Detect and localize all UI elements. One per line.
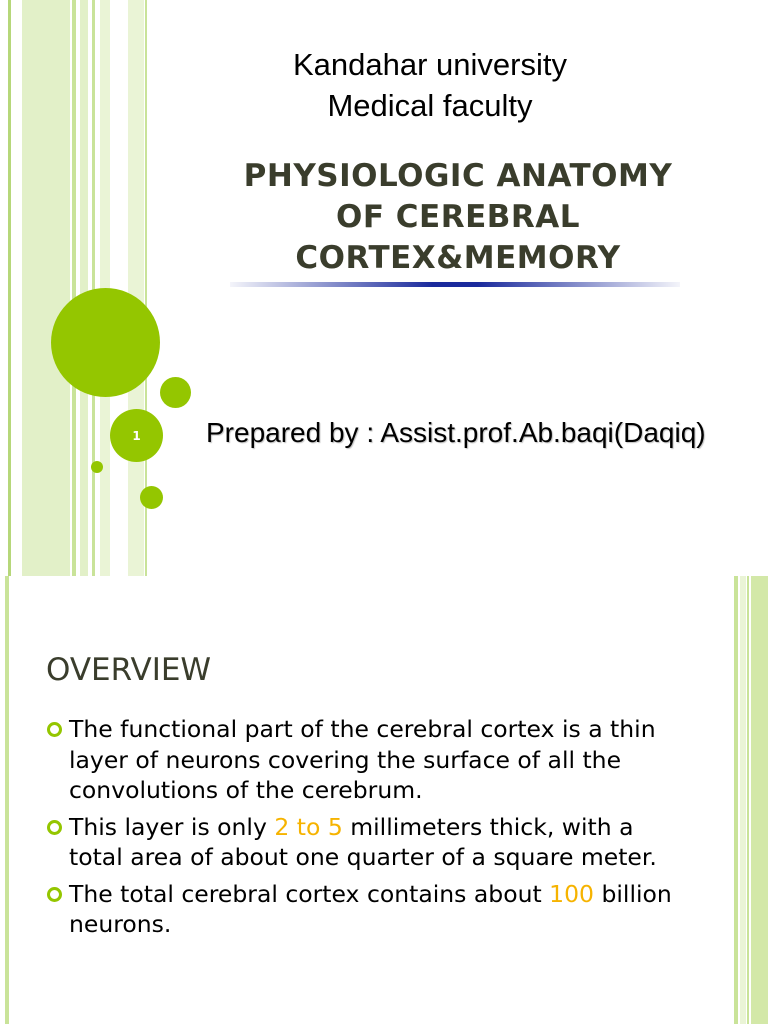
overview-heading: OVERVIEW xyxy=(46,652,212,688)
highlight-text: 2 to 5 xyxy=(274,812,343,841)
decorative-stripe xyxy=(740,576,746,1024)
list-item xyxy=(46,812,686,873)
list-item xyxy=(46,879,686,940)
decorative-stripe xyxy=(747,576,749,1024)
decorative-circle-small xyxy=(140,486,163,509)
bullet-text: This layer is only xyxy=(69,812,275,841)
decorative-stripe xyxy=(751,576,768,1024)
decorative-circle-small xyxy=(160,377,191,408)
highlight-text: 100 xyxy=(549,879,595,908)
bullet-text: The functional part of the cerebral cortex is a thin layer of neurons covering the surface of all the convolutions of the cerebrum. xyxy=(69,715,656,804)
institution-line-2: Medical faculty xyxy=(327,88,533,123)
title-line-3: CORTEX&MEMORY xyxy=(295,240,621,276)
title-line-1: PHYSIOLOGIC ANATOMY xyxy=(243,158,673,194)
decorative-stripe xyxy=(734,576,738,1024)
bullet-text: millimeters thick, with a total area of about one quarter of a square meter. xyxy=(69,812,657,871)
bullet-text: billion neurons. xyxy=(69,879,672,938)
bullet-icon xyxy=(47,722,62,737)
bullet-list xyxy=(46,714,686,946)
decorative-circle-large xyxy=(51,288,160,397)
bullet-icon xyxy=(47,887,62,902)
list-item xyxy=(46,714,686,806)
institution-line-1: Kandahar university xyxy=(293,47,567,82)
slide-title xyxy=(208,156,708,279)
decorative-stripe xyxy=(5,576,9,1024)
title-underline xyxy=(230,282,680,287)
slide-number-badge: 1 xyxy=(110,409,163,462)
decorative-circle-tiny xyxy=(91,461,103,473)
prepared-by: Prepared by : Assist.prof.Ab.baqi(Daqiq) xyxy=(206,417,706,448)
bullet-text: The total cerebral cortex contains about xyxy=(69,879,550,908)
bullet-icon xyxy=(47,820,62,835)
title-line-2: OF CEREBRAL xyxy=(335,199,581,235)
